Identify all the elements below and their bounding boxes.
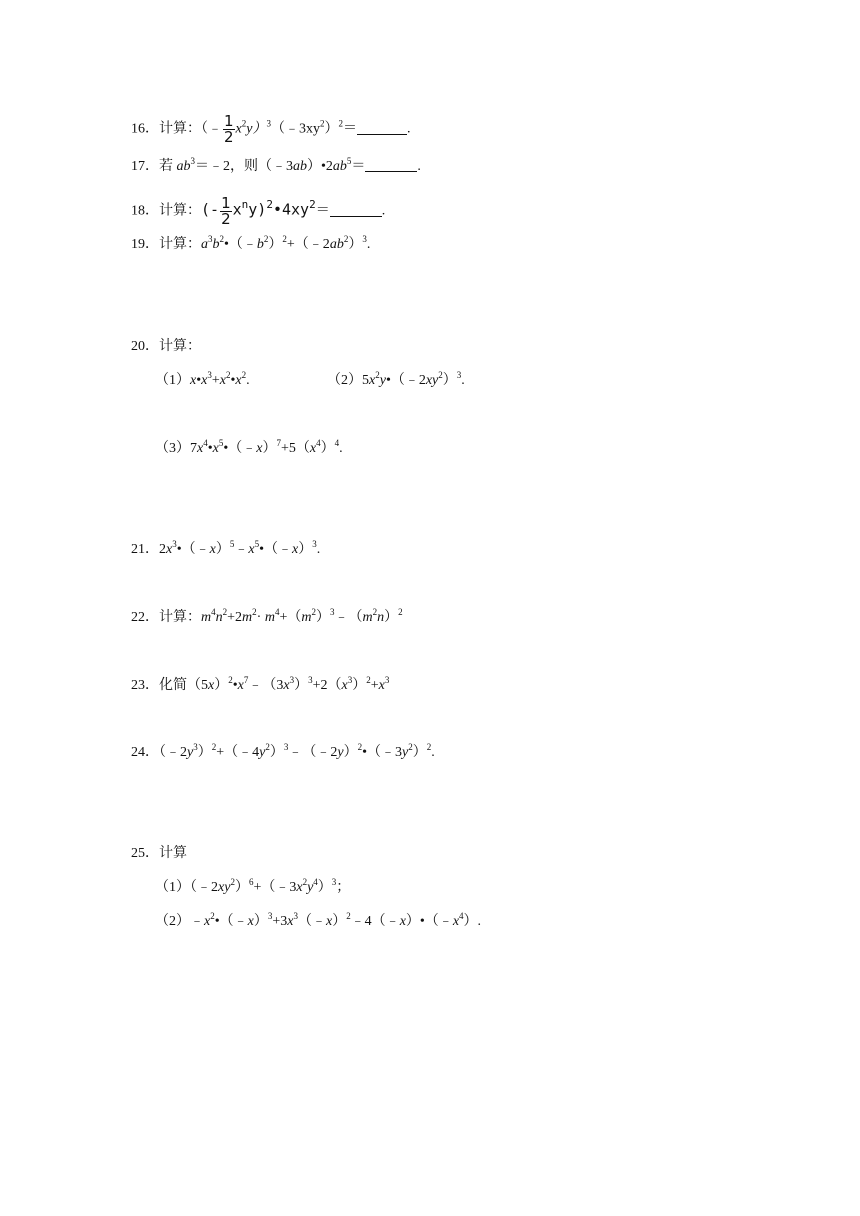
problem-22: 22．计算：$m^4n^2+2m^2\cdot$ $m^4+(m^2)^3﹣(m^2n)^2$ xyxy=(131,607,403,625)
problem-24: 24．$(﹣2y^3)^2+(﹣4y^2)^3﹣(﹣2y)^2•(﹣3y^2)^2$. xyxy=(131,742,435,760)
problem-number: 24． xyxy=(131,745,159,760)
problem-number: 20． xyxy=(131,339,159,354)
problem-23: 23．化简$(5x)^2•x^7﹣(3x^3)^3+2(x^3)^2+x^3$ xyxy=(131,675,390,693)
problem-number: 17． xyxy=(131,159,159,174)
problem-number: 21． xyxy=(131,542,159,557)
fraction-one-half: $\frac{1}{2}$ xyxy=(224,112,234,146)
answer-blank[interactable] xyxy=(365,157,417,172)
problem-25-part-1: $(1)(﹣2xy^2)^6+(﹣3x^2y^4)^3$； xyxy=(155,877,351,895)
problem-19: 19．计算：$a^3b^2•(﹣b^2)^2+(﹣2ab^2)^3$. xyxy=(131,234,371,252)
problem-17: 17．若 $ab^3=﹣2$，则$(﹣3ab)•2ab^5=$ . xyxy=(131,156,421,174)
problem-number: 23． xyxy=(131,678,159,693)
problem-number: 22． xyxy=(131,610,159,625)
answer-blank[interactable] xyxy=(357,120,407,135)
problem-20: 20．计算： xyxy=(131,339,201,354)
problem-25-part-2: $(2)﹣x^2•(﹣x)^3+3x^3(﹣x)^2﹣4(﹣x)•(﹣x^4)$. xyxy=(155,911,482,929)
problem-number: 25． xyxy=(131,846,159,861)
problem-20-part-2: $(2)5x^2y•(﹣2xy^2)^3$. xyxy=(327,370,465,388)
problem-number: 18． xyxy=(131,203,159,219)
problem-16: 16．计算：（﹣ $\frac{1}{2}$ $x^2y)^3(﹣3xy^2)^2=$ . xyxy=(131,112,411,146)
problem-20-part-1: $(1)x•x^3+x^2•x^2$. xyxy=(155,370,250,388)
problem-18: 18．计算：(- $\frac{1}{2}$ $x^ny)^2•4xy^2=$ . xyxy=(131,194,386,228)
problem-number: 19． xyxy=(131,237,159,252)
problem-21: 21．$2x^3•(﹣x)^5﹣x^5•(﹣x)^3$. xyxy=(131,539,321,557)
problem-25: 25．计算 xyxy=(131,846,187,861)
fraction-one-half: $\frac{1}{2}$ xyxy=(221,194,231,228)
problem-20-part-3: $(3)7x^4•x^5•(﹣x)^7+5(x^4)^4$. xyxy=(155,438,343,456)
problem-number: 16． xyxy=(131,121,159,137)
answer-blank[interactable] xyxy=(330,202,382,217)
